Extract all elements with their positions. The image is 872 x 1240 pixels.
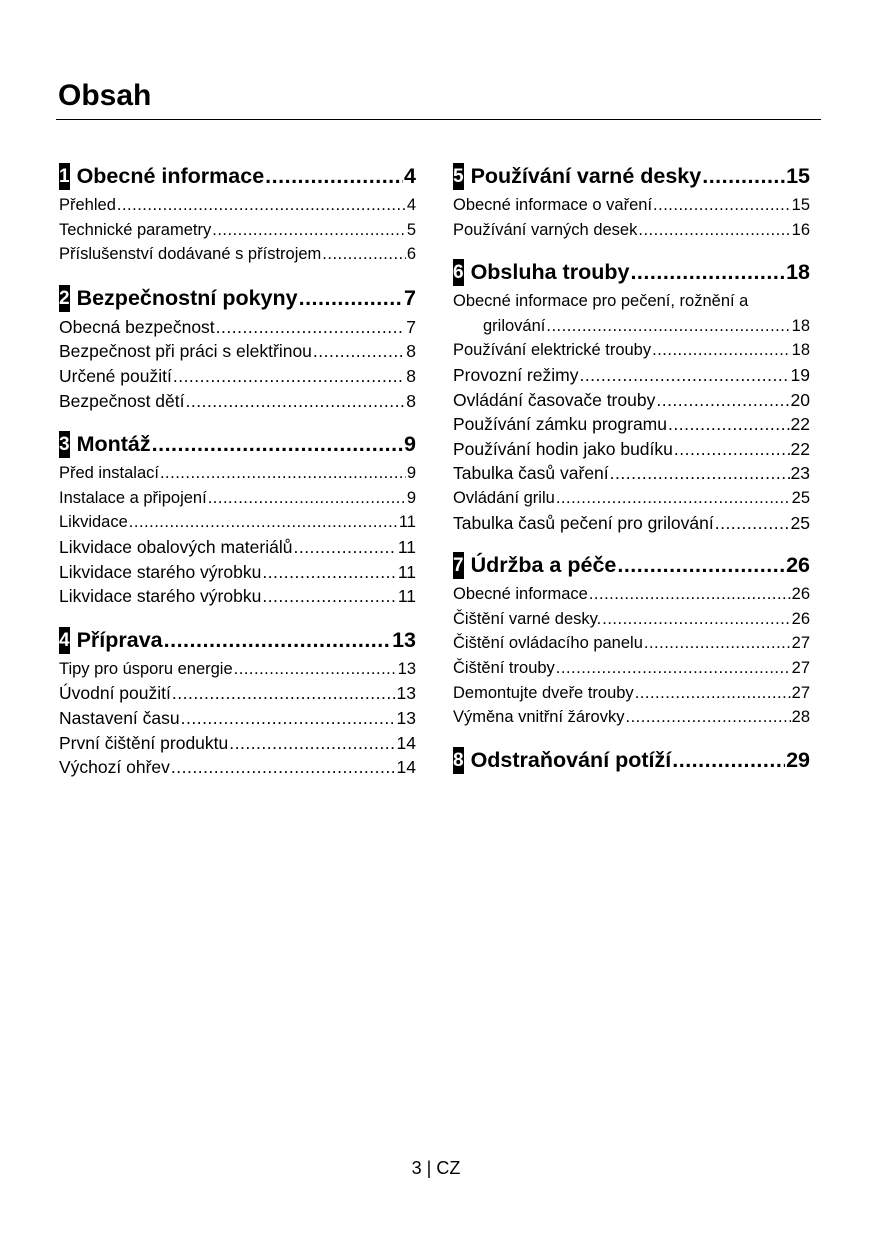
dot-leader: [160, 461, 406, 486]
dot-leader: [668, 412, 790, 437]
toc-entry[interactable]: [453, 338, 810, 363]
section-heading[interactable]: [453, 160, 810, 193]
entry-label: Obecné informace: [453, 585, 588, 604]
toc-entry[interactable]: [59, 218, 416, 243]
entry-label: Čištění ovládacího panelu: [453, 634, 643, 653]
section-heading[interactable]: [453, 744, 810, 777]
entry-label: Ovládání časovače trouby: [453, 389, 656, 410]
entry-page-number: 13: [397, 659, 416, 678]
entry-page-number: 8: [406, 390, 416, 411]
entry-page-number: 9: [406, 488, 416, 507]
entry-label: Obecné informace o vaření: [453, 196, 653, 214]
entry-label: Provozní režimy: [453, 364, 579, 385]
dot-leader: [173, 364, 405, 389]
entry-page-number: 11: [398, 513, 416, 532]
dot-leader: [322, 242, 406, 267]
dot-leader: [164, 624, 391, 657]
entry-page-number: 27: [791, 683, 810, 702]
entry-label: Úvodní použití: [59, 683, 171, 704]
entry-label: Čištění varné desky.: [453, 609, 602, 628]
section-title: Obecné informace: [76, 164, 265, 188]
dot-leader: [299, 282, 403, 315]
entry-label: Obecná bezpečnost: [59, 316, 215, 337]
entry-page-number: 27: [791, 634, 810, 653]
dot-leader: [610, 461, 790, 486]
dot-leader: [589, 582, 791, 607]
entry-page-number: 22: [790, 438, 810, 459]
section-page-number: 18: [786, 260, 810, 285]
entry-label: Před instalací: [59, 464, 159, 483]
toc-entry[interactable]: [59, 193, 416, 218]
section-heading[interactable]: [453, 549, 810, 582]
entry-page-number: 26: [791, 609, 810, 628]
toc-column-left: [59, 160, 416, 780]
entry-page-number: 5: [406, 220, 416, 239]
dot-leader: [212, 218, 406, 243]
toc-entry[interactable]: [453, 705, 810, 730]
section-title: Bezpečnostní pokyny: [76, 285, 298, 310]
section-number-badge: 5: [453, 163, 464, 190]
toc-section-6: [453, 256, 810, 535]
toc-entry[interactable]: [59, 731, 416, 756]
toc-entry[interactable]: [59, 242, 416, 267]
entry-page-number: 18: [791, 341, 810, 360]
dot-leader: [630, 256, 785, 289]
entry-label: Používání zámku programu: [453, 414, 667, 435]
entry-label: Likvidace starého výrobku: [59, 586, 262, 607]
dot-leader: [644, 631, 791, 656]
toc-column-right: [453, 160, 810, 777]
entry-label: Nastavení času: [59, 707, 180, 728]
entry-page-number: 23: [790, 463, 810, 484]
toc-entry[interactable]: [453, 681, 810, 706]
entry-label: Bezpečnost dětí: [59, 390, 185, 411]
toc-section-8: [453, 744, 810, 777]
section-title: Používání varné desky: [470, 164, 702, 188]
section-number-badge: 8: [453, 747, 464, 774]
entry-page-number: 19: [790, 364, 810, 385]
toc-entry[interactable]: [453, 511, 810, 536]
toc-entry[interactable]: [59, 510, 416, 535]
dot-leader: [672, 744, 785, 777]
entry-label: První čištění produktu: [59, 732, 229, 753]
dot-leader: [556, 486, 791, 511]
dot-leader: [674, 437, 790, 462]
entry-page-number: 8: [406, 365, 416, 386]
dot-leader: [313, 339, 405, 364]
section-title: Údržba a péče: [470, 553, 617, 578]
section-page-number: 15: [786, 164, 810, 188]
dot-leader: [556, 656, 791, 681]
section-number-badge: 3: [59, 431, 70, 458]
entry-page-number: 14: [396, 757, 416, 778]
toc-entry[interactable]: [59, 486, 416, 511]
toc-entry[interactable]: [59, 364, 416, 389]
dot-leader: [635, 681, 791, 706]
section-page-number: 26: [786, 553, 810, 578]
entry-label-continued: grilování: [483, 316, 546, 335]
entry-label: Obecné informace pro pečení, rožnění a: [453, 292, 749, 311]
toc-entry[interactable]: [59, 681, 416, 706]
entry-label: Likvidace obalových materiálů: [59, 536, 293, 557]
toc-section-5: [453, 160, 810, 242]
entry-page-number: 14: [396, 732, 416, 753]
entry-label: Tabulka časů vaření: [453, 463, 609, 484]
toc-entry[interactable]: [453, 461, 810, 486]
entry-label: Instalace a připojení: [59, 488, 207, 507]
dot-leader: [652, 338, 791, 363]
page-number-footer: 3 | CZ: [411, 1158, 461, 1178]
entry-page-number: 9: [406, 464, 416, 483]
dot-leader: [638, 218, 790, 243]
toc-entry[interactable]: [453, 363, 810, 388]
dot-leader: [129, 510, 398, 535]
entry-label: Tabulka časů pečení pro grilování: [453, 512, 714, 533]
entry-label: Čištění trouby: [453, 658, 555, 677]
entry-label: Likvidace: [59, 513, 128, 532]
entry-label: Bezpečnost při práci s elektřinou: [59, 341, 312, 362]
entry-page-number: 16: [791, 220, 810, 239]
dot-leader: [117, 193, 406, 218]
entry-page-number: 11: [397, 536, 416, 557]
toc-entry[interactable]: [59, 315, 416, 340]
dot-leader: [262, 584, 397, 609]
entry-label: Používání varných desek: [453, 220, 638, 239]
dot-leader: [172, 681, 396, 706]
entry-label: Tipy pro úsporu energie: [59, 659, 233, 678]
toc-entry[interactable]: [453, 218, 810, 243]
dot-leader: [186, 389, 406, 414]
section-number-badge: 4: [59, 627, 70, 654]
dot-leader: [617, 549, 785, 582]
dot-leader: [653, 193, 791, 218]
entry-page-number: 11: [397, 561, 416, 582]
section-page-number: 13: [392, 627, 416, 652]
section-title: Příprava: [76, 627, 163, 652]
entry-page-number: 13: [396, 707, 416, 728]
entry-page-number: 22: [790, 414, 810, 435]
section-page-number: 4: [404, 164, 416, 188]
section-page-number: 9: [404, 432, 416, 457]
entry-page-number: 11: [397, 586, 416, 607]
toc-entry[interactable]: [59, 657, 416, 682]
section-number-badge: 2: [59, 285, 70, 312]
toc-entry[interactable]: [59, 461, 416, 486]
dot-leader: [702, 160, 785, 193]
toc-entry[interactable]: [453, 193, 810, 218]
entry-page-number: 27: [791, 658, 810, 677]
toc-entry[interactable]: [453, 388, 810, 413]
section-number-badge: 1: [59, 163, 70, 190]
toc-section-4: [59, 624, 416, 780]
toc-section-2: [59, 282, 416, 413]
section-title: Montáž: [76, 432, 151, 457]
section-title: Odstraňování potíží: [470, 747, 672, 772]
toc-entry[interactable]: [59, 535, 416, 560]
entry-label: Technické parametry: [59, 220, 212, 239]
dot-leader: [171, 755, 396, 780]
dot-leader: [293, 535, 396, 560]
dot-leader: [152, 428, 403, 461]
entry-label: Příslušenství dodávané s přístrojem: [59, 245, 322, 264]
toc-entry-line: [453, 314, 810, 339]
entry-page-number: 7: [406, 316, 416, 337]
entry-label: Výměna vnitřní žárovky: [453, 708, 625, 727]
toc-entry[interactable]: [59, 755, 416, 780]
section-title: Obsluha trouby: [470, 260, 630, 285]
toc-entry[interactable]: [453, 582, 810, 607]
section-number-badge: 7: [453, 552, 464, 579]
dot-leader: [265, 160, 403, 193]
dot-leader: [579, 363, 789, 388]
toc-entry[interactable]: [453, 607, 810, 632]
toc-entry[interactable]: [59, 584, 416, 609]
toc-section-1: [59, 160, 416, 267]
entry-page-number: 26: [791, 585, 810, 604]
entry-page-number: 8: [406, 341, 416, 362]
dot-leader: [625, 705, 790, 730]
toc-entry[interactable]: [453, 486, 810, 511]
section-page-number: 7: [404, 285, 416, 310]
entry-label: Přehled: [59, 196, 116, 214]
entry-label: Demontujte dveře trouby: [453, 683, 634, 702]
entry-label: Ovládání grilu: [453, 488, 555, 507]
toc-entry[interactable]: [59, 706, 416, 731]
section-number-badge: 6: [453, 259, 464, 286]
dot-leader: [229, 731, 395, 756]
toc-entry[interactable]: [453, 631, 810, 656]
entry-page-number: 18: [791, 316, 810, 335]
title-divider: [56, 119, 821, 120]
entry-page-number: 20: [790, 389, 810, 410]
toc-entry[interactable]: [453, 437, 810, 462]
entry-page-number: 25: [790, 512, 810, 533]
dot-leader: [546, 314, 790, 339]
toc-entry[interactable]: [59, 560, 416, 585]
entry-label: Likvidace starého výrobku: [59, 561, 262, 582]
toc-entry-line: [453, 289, 810, 314]
toc-section-7: [453, 549, 810, 730]
entry-page-number: 28: [791, 708, 810, 727]
dot-leader: [208, 486, 406, 511]
section-heading[interactable]: [59, 624, 416, 657]
toc-section-3: [59, 428, 416, 609]
dot-leader: [181, 706, 396, 731]
page-title: Obsah: [58, 79, 152, 112]
dot-leader: [216, 315, 406, 340]
toc-entry[interactable]: [453, 412, 810, 437]
section-heading[interactable]: [453, 256, 810, 289]
dot-leader: [262, 560, 397, 585]
entry-page-number: 25: [791, 488, 810, 507]
section-page-number: 29: [786, 747, 810, 772]
entry-page-number: 13: [396, 683, 416, 704]
dot-leader: [715, 511, 790, 536]
toc-entry[interactable]: [59, 389, 416, 414]
dot-leader: [656, 388, 789, 413]
toc-entry[interactable]: [59, 339, 416, 364]
toc-entry[interactable]: [453, 656, 810, 681]
entry-label: Výchozí ohřev: [59, 757, 170, 778]
entry-label: Používání elektrické trouby: [453, 341, 652, 360]
entry-label: Určené použití: [59, 365, 172, 386]
entry-page-number: 15: [791, 196, 810, 214]
dot-leader: [602, 607, 790, 632]
section-heading[interactable]: [59, 428, 416, 461]
toc-entry-multiline[interactable]: [453, 289, 810, 338]
section-heading[interactable]: [59, 282, 416, 315]
entry-page-number: 4: [406, 196, 416, 214]
dot-leader: [234, 657, 397, 682]
entry-page-number: 6: [406, 245, 416, 264]
entry-label: Používání hodin jako budíku: [453, 438, 673, 459]
section-heading[interactable]: [59, 160, 416, 193]
